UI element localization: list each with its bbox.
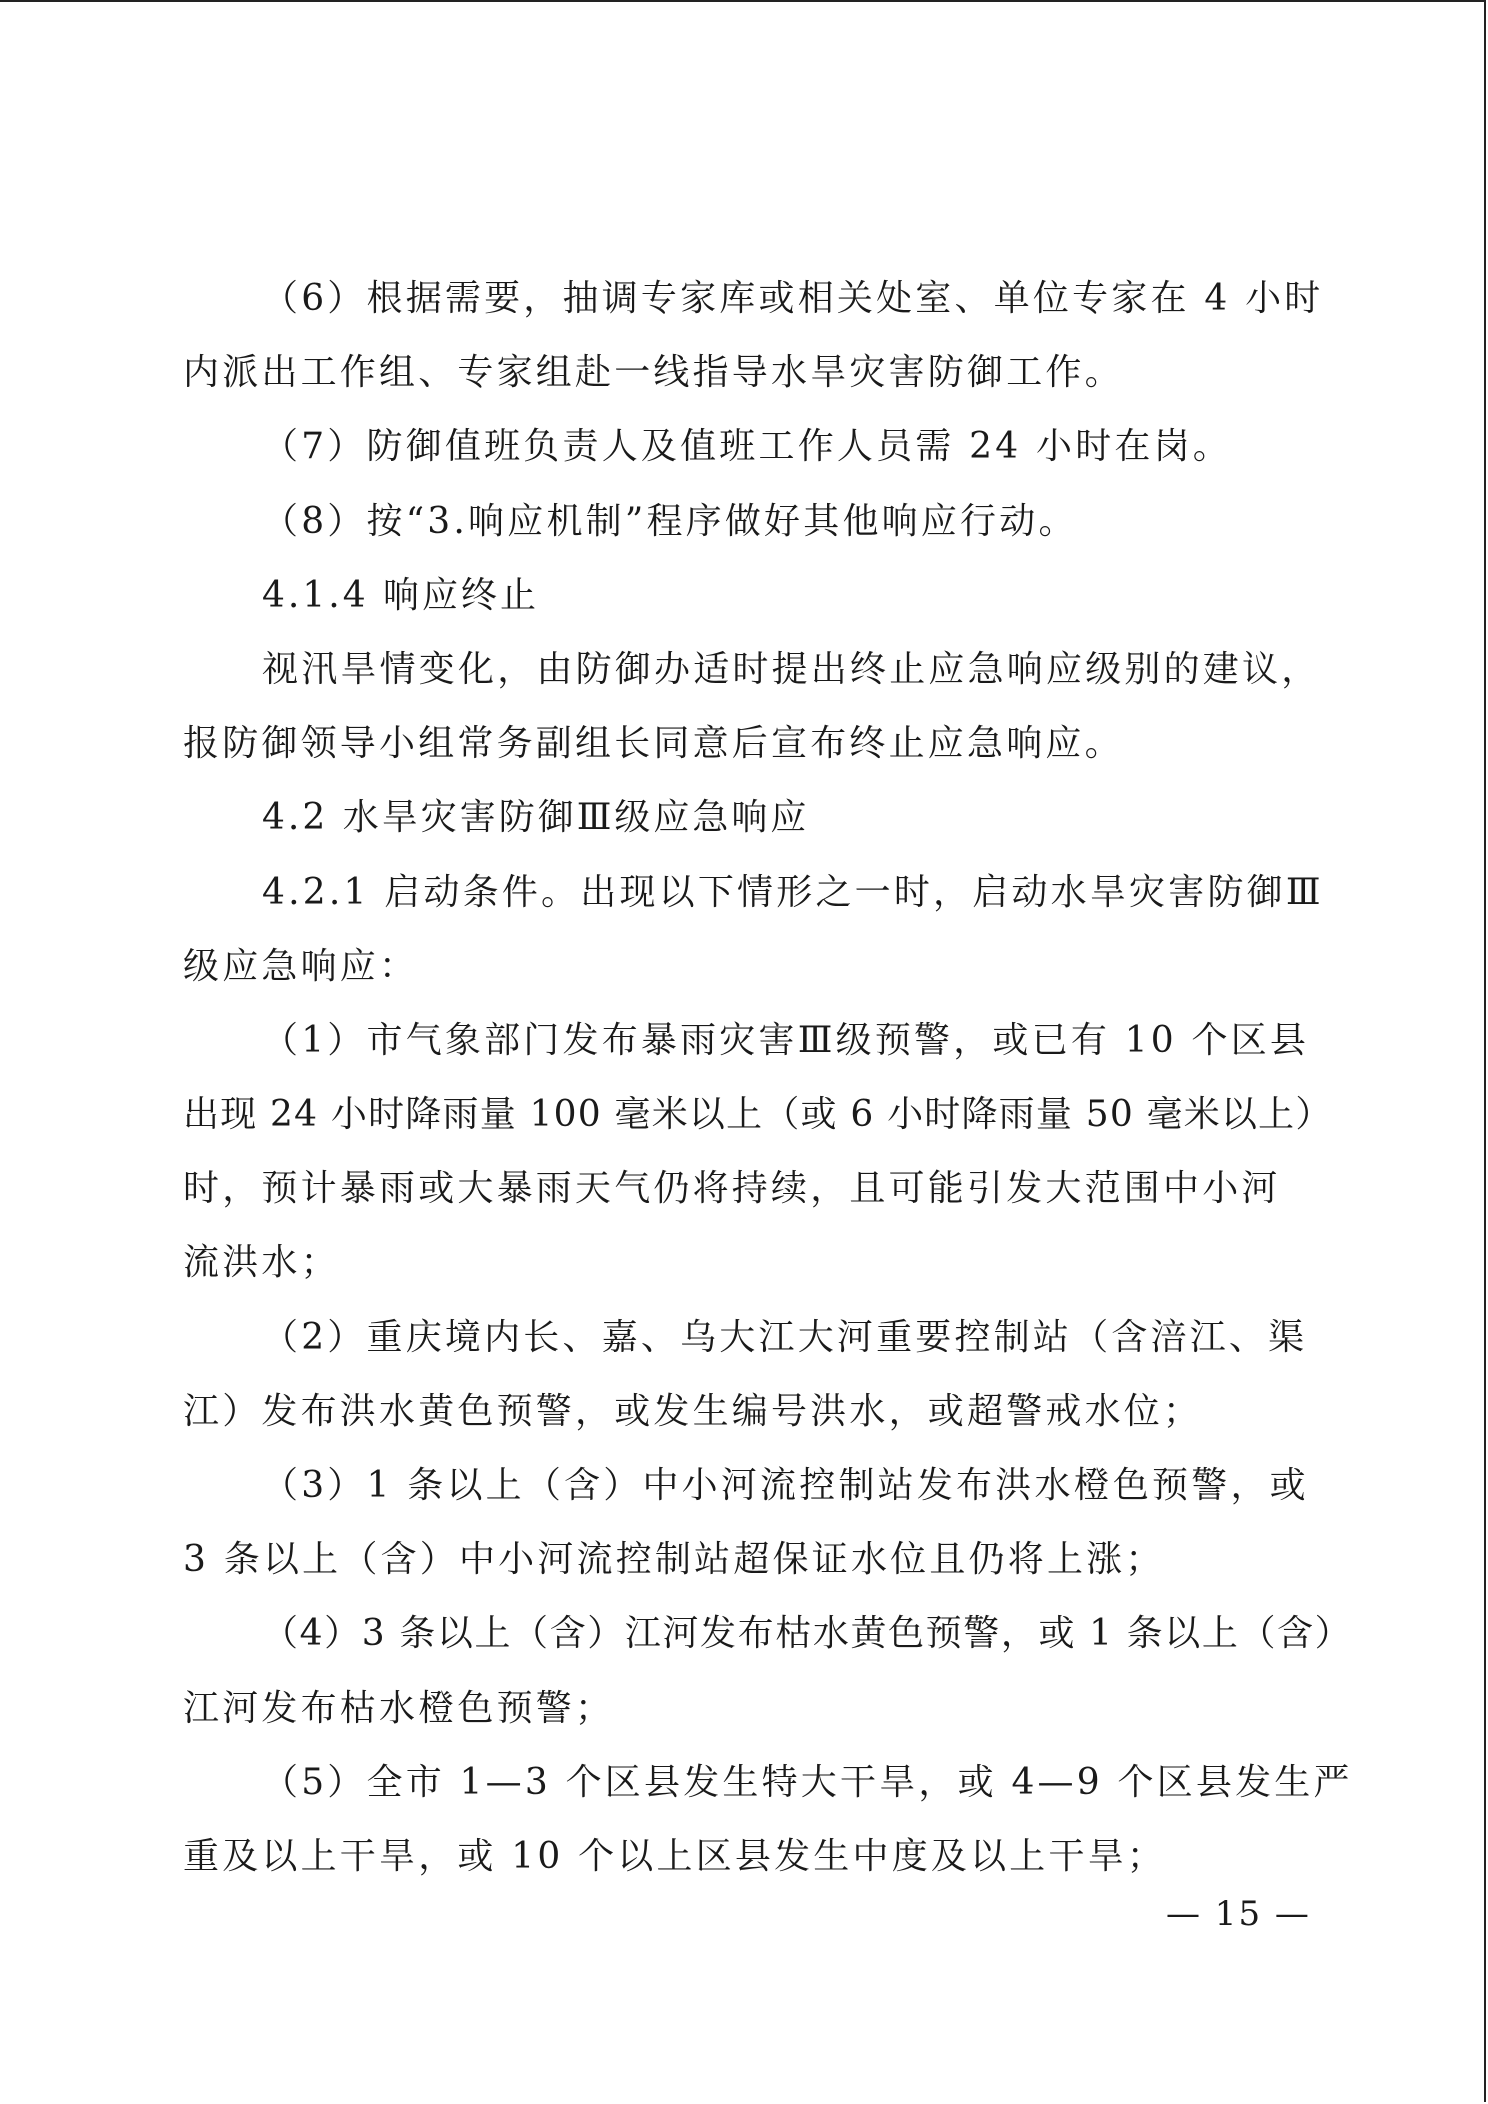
paragraph-line: （5）全市 1—3 个区县发生特大干旱，或 4—9 个区县发生严	[262, 1761, 1353, 1803]
paragraph-line: （6）根据需要，抽调专家库或相关处室、单位专家在 4 小时	[262, 278, 1324, 319]
paragraph-line: 级应急响应：	[183, 945, 419, 987]
document-body	[183, 262, 1353, 1894]
paragraph-line: （3）1 条以上（含）中小河流控制站发布洪水橙色预警，或	[262, 1465, 1309, 1506]
paragraph-line: 内派出工作组、专家组赴一线指导水旱灾害防御工作。	[183, 352, 1124, 394]
page-number: — 15 —	[1166, 1894, 1311, 1934]
paragraph-line: （4）3 条以上（含）江河发布枯水黄色预警，或 1 条以上（含）	[262, 1613, 1353, 1655]
section-heading: 4.1.4 响应终止	[262, 574, 540, 616]
paragraph-line: （1）市气象部门发布暴雨灾害Ⅲ级预警，或已有 10 个区县	[262, 1019, 1310, 1061]
paragraph-line: （2）重庆境内长、嘉、乌大江大河重要控制站（含涪江、渠	[262, 1316, 1308, 1358]
paragraph-line: 流洪水；	[183, 1242, 340, 1284]
paragraph-line: 4.2.1 启动条件。出现以下情形之一时，启动水旱灾害防御Ⅲ	[262, 871, 1324, 913]
paragraph-line: 重及以上干旱，或 10 个以上区县发生中度及以上干旱；	[183, 1835, 1167, 1877]
paragraph-line: 时，预计暴雨或大暴雨天气仍将持续，且可能引发大范围中小河	[183, 1168, 1281, 1210]
paragraph-line: 3 条以上（含）中小河流控制站超保证水位且仍将上涨；	[183, 1539, 1165, 1581]
paragraph-line: 江河发布枯水橙色预警；	[183, 1687, 615, 1729]
paragraph-line: 江）发布洪水黄色预警，或发生编号洪水，或超警戒水位；	[183, 1390, 1203, 1432]
section-heading: 4.2 水旱灾害防御Ⅲ级应急响应	[262, 797, 810, 839]
paragraph-line: （7）防御值班负责人及值班工作人员需 24 小时在岗。	[262, 426, 1232, 468]
paragraph-line: （8）按“3.响应机制”程序做好其他响应行动。	[262, 500, 1078, 542]
paragraph-line: 报防御领导小组常务副组长同意后宣布终止应急响应。	[183, 723, 1124, 765]
paragraph-line: 出现 24 小时降雨量 100 毫米以上（或 6 小时降雨量 50 毫米以上）	[183, 1094, 1333, 1136]
paragraph-line: 视汛旱情变化，由防御办适时提出终止应急响应级别的建议，	[262, 648, 1321, 690]
